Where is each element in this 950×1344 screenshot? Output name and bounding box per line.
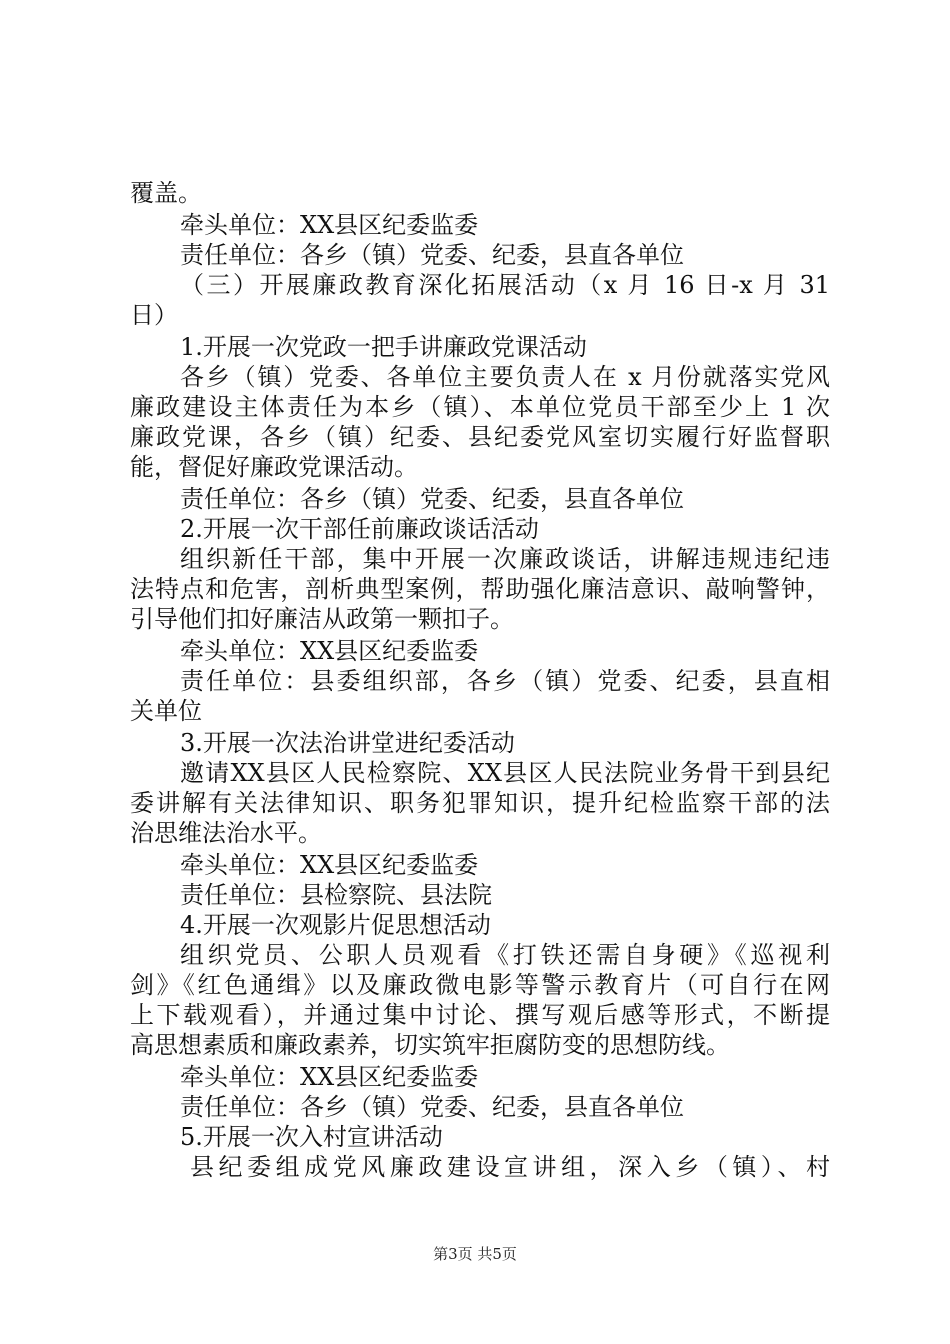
paragraph-line: 邀请XX县区人民检察院、XX县区人民法院业务骨干到县纪 bbox=[180, 759, 830, 787]
paragraph-line: 能，督促好廉政党课活动。 bbox=[130, 453, 418, 481]
paragraph-line: 组织党员、公职人员观看《打铁还需自身硬》《巡视利 bbox=[180, 941, 830, 969]
paragraph-line: 高思想素质和廉政素养，切实筑牢拒腐防变的思想防线。 bbox=[130, 1031, 730, 1059]
paragraph-line: 各乡（镇）党委、各单位主要负责人在 x 月份就落实党风 bbox=[180, 363, 830, 391]
item-heading: 5.开展一次入村宣讲活动 bbox=[180, 1123, 443, 1151]
section-heading-cont: 日） bbox=[130, 301, 178, 329]
item-heading: 2.开展一次干部任前廉政谈话活动 bbox=[180, 515, 539, 543]
paragraph-line: 廉政党课，各乡（镇）纪委、县纪委党风室切实履行好监督职 bbox=[130, 423, 830, 451]
paragraph-line: 引导他们扣好廉洁从政第一颗扣子。 bbox=[130, 605, 514, 633]
item-heading: 1.开展一次党政一把手讲廉政党课活动 bbox=[180, 333, 587, 361]
page-footer: 第3页 共5页 bbox=[433, 1245, 517, 1263]
lead-unit-line: 牵头单位：XX县区纪委监委 bbox=[180, 1063, 479, 1091]
responsible-unit-line: 责任单位：各乡（镇）党委、纪委，县直各单位 bbox=[180, 485, 684, 513]
responsible-unit-line: 责任单位：各乡（镇）党委、纪委，县直各单位 bbox=[180, 1093, 684, 1121]
paragraph-line: 廉政建设主体责任为本乡（镇）、本单位党员干部至少上 1 次 bbox=[130, 393, 830, 421]
paragraph-line: 治思维法治水平。 bbox=[130, 819, 322, 847]
paragraph-line: 县纪委组成党风廉政建设宣讲组，深入乡（镇）、村 bbox=[190, 1153, 830, 1181]
paragraph-line: 上下载观看），并通过集中讨论、撰写观后感等形式，不断提 bbox=[130, 1001, 830, 1029]
lead-unit-line: 牵头单位：XX县区纪委监委 bbox=[180, 211, 479, 239]
paragraph-line: 剑》《红色通缉》以及廉政微电影等警示教育片（可自行在网 bbox=[130, 971, 830, 999]
responsible-unit-line: 责任单位：县检察院、县法院 bbox=[180, 881, 492, 909]
paragraph-line: 法特点和危害，剖析典型案例，帮助强化廉洁意识、敲响警钟， bbox=[130, 575, 830, 603]
item-heading: 3.开展一次法治讲堂进纪委活动 bbox=[180, 729, 515, 757]
paragraph-line: 组织新任干部，集中开展一次廉政谈话，讲解违规违纪违 bbox=[180, 545, 830, 573]
responsible-unit-line-cont: 关单位 bbox=[130, 697, 202, 725]
item-heading: 4.开展一次观影片促思想活动 bbox=[180, 911, 491, 939]
responsible-unit-line: 责任单位：县委组织部，各乡（镇）党委、纪委，县直相 bbox=[180, 667, 830, 695]
paragraph-line: 覆盖。 bbox=[130, 179, 202, 207]
lead-unit-line: 牵头单位：XX县区纪委监委 bbox=[180, 851, 479, 879]
responsible-unit-line: 责任单位：各乡（镇）党委、纪委，县直各单位 bbox=[180, 241, 684, 269]
section-heading: （三）开展廉政教育深化拓展活动（x 月 16 日-x 月 31 bbox=[180, 271, 830, 299]
lead-unit-line: 牵头单位：XX县区纪委监委 bbox=[180, 637, 479, 665]
paragraph-line: 委讲解有关法律知识、职务犯罪知识，提升纪检监察干部的法 bbox=[130, 789, 830, 817]
